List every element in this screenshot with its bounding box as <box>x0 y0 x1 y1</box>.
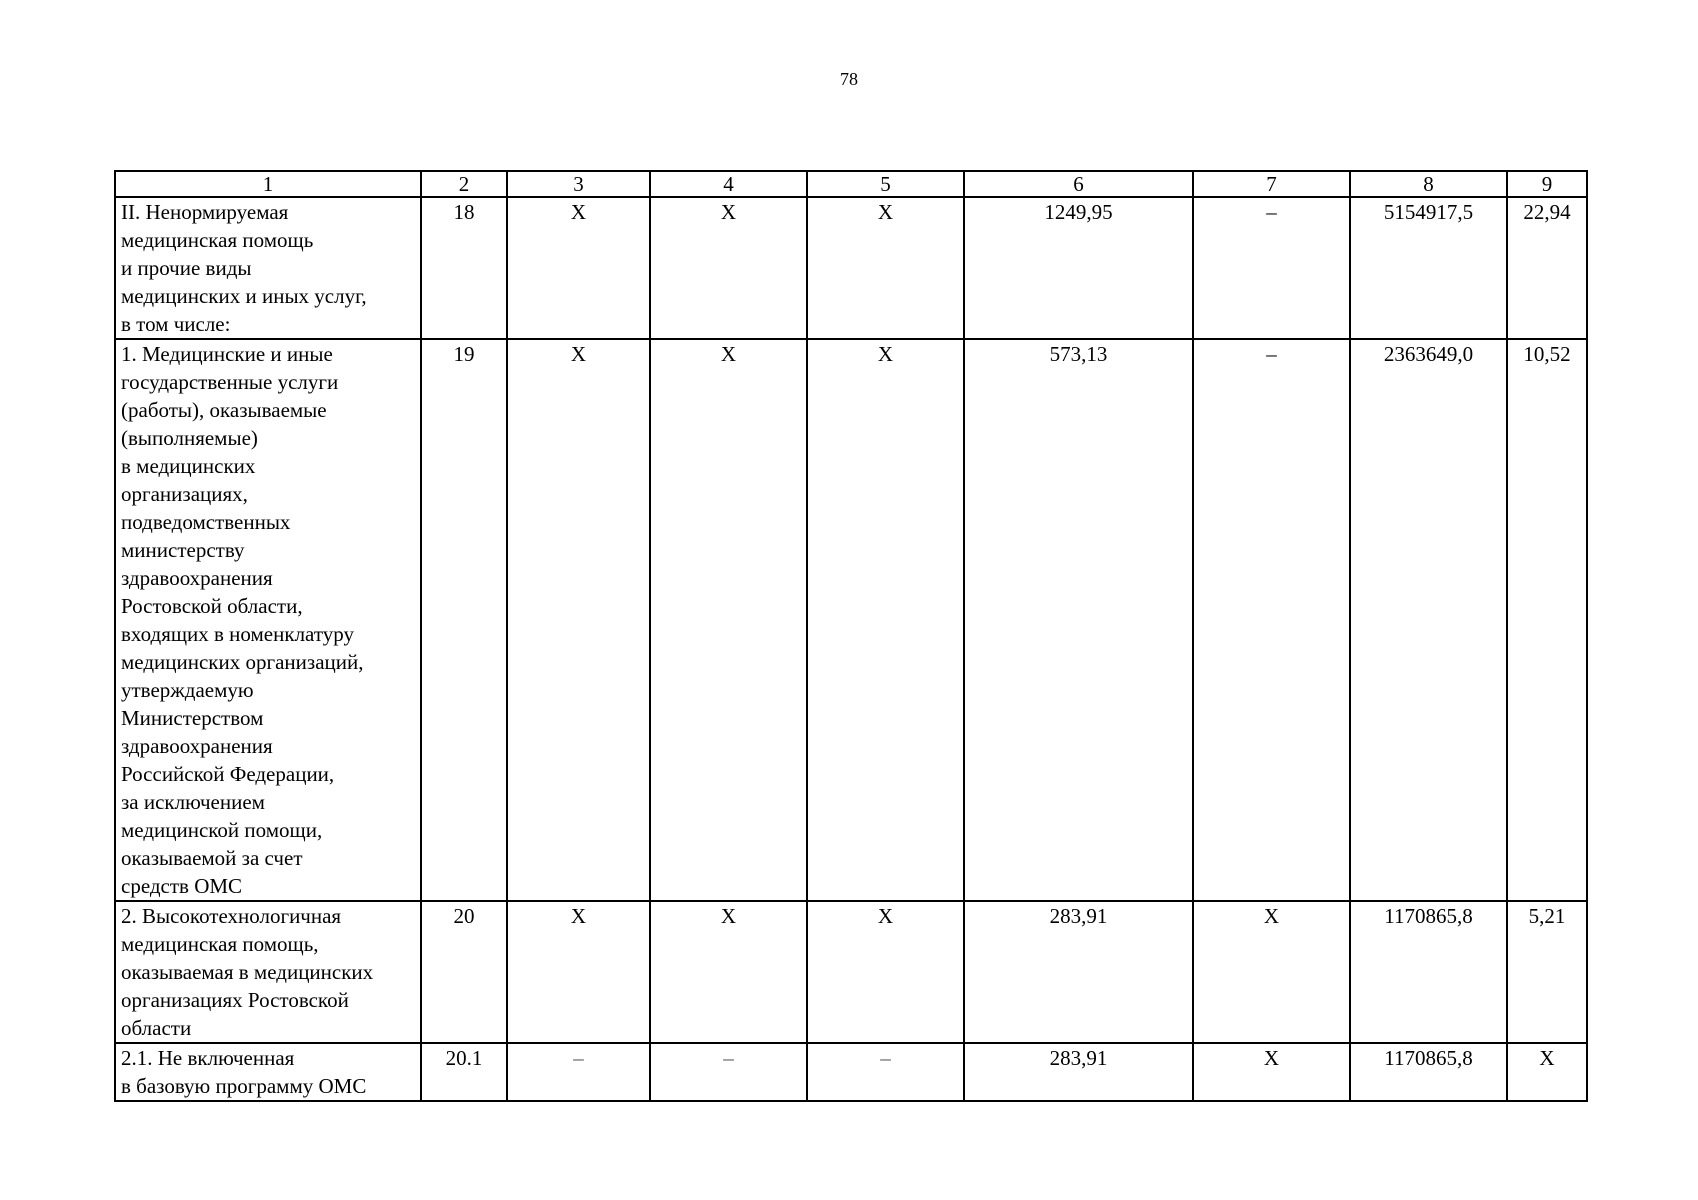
column-header: 7 <box>1193 171 1350 197</box>
row-code-cell: 20 <box>421 901 507 1043</box>
table-cell: 10,52 <box>1507 339 1587 901</box>
row-code-cell: 18 <box>421 197 507 339</box>
table-cell: 1249,95 <box>964 197 1193 339</box>
table-cell: 283,91 <box>964 901 1193 1043</box>
table-cell: 573,13 <box>964 339 1193 901</box>
table-cell: Х <box>507 339 650 901</box>
row-code-cell: 20.1 <box>421 1043 507 1101</box>
budget-table <box>114 170 1588 1102</box>
table-row <box>115 197 1587 339</box>
table-cell: Х <box>507 901 650 1043</box>
page-number: 78 <box>840 69 858 89</box>
column-header: 8 <box>1350 171 1507 197</box>
table-cell: – <box>507 1043 650 1101</box>
table-row <box>115 901 1587 1043</box>
table-cell: Х <box>1193 1043 1350 1101</box>
table-cell: – <box>1193 339 1350 901</box>
table-row <box>115 1043 1587 1101</box>
table-cell: 22,94 <box>1507 197 1587 339</box>
column-header: 5 <box>807 171 964 197</box>
column-header: 3 <box>507 171 650 197</box>
table-cell: Х <box>1193 901 1350 1043</box>
row-name-cell: 2. Высокотехнологичная медицинская помощь, оказываемая в медицинских организациях Ростовской области <box>115 901 421 1043</box>
column-header: 1 <box>115 171 421 197</box>
table-cell: 2363649,0 <box>1350 339 1507 901</box>
table-cell: Х <box>650 339 807 901</box>
table-cell: Х <box>1507 1043 1587 1101</box>
table-cell: Х <box>650 901 807 1043</box>
column-header: 4 <box>650 171 807 197</box>
table-cell: Х <box>807 901 964 1043</box>
table-cell: – <box>1193 197 1350 339</box>
table-cell: – <box>650 1043 807 1101</box>
table-cell: Х <box>807 339 964 901</box>
row-name-cell: 1. Медицинские и иные государственные услуги (работы), оказываемые (выполняемые) в медицинских организациях, подведомственных министерству здравоохранения Ростовской области, входящих в номенклатуру медицинских организаций, утверждаемую Министерством здравоохранения Российской Федерации, за исключением медицинской помощи, оказываемой за счет средств ОМС <box>115 339 421 901</box>
table-cell: Х <box>807 197 964 339</box>
row-code-cell: 19 <box>421 339 507 901</box>
table-cell: 5,21 <box>1507 901 1587 1043</box>
table-cell: – <box>807 1043 964 1101</box>
table-cell: Х <box>507 197 650 339</box>
table-row <box>115 339 1587 901</box>
table-cell: Х <box>650 197 807 339</box>
column-header: 2 <box>421 171 507 197</box>
row-name-cell: II. Ненормируемая медицинская помощь и прочие виды медицинских и иных услуг, в том числе: <box>115 197 421 339</box>
table-cell: 283,91 <box>964 1043 1193 1101</box>
column-number-row <box>115 171 1587 197</box>
table-cell: 1170865,8 <box>1350 1043 1507 1101</box>
column-header: 9 <box>1507 171 1587 197</box>
table-cell: 1170865,8 <box>1350 901 1507 1043</box>
table-cell: 5154917,5 <box>1350 197 1507 339</box>
row-name-cell: 2.1. Не включенная в базовую программу ОМС <box>115 1043 421 1101</box>
column-header: 6 <box>964 171 1193 197</box>
